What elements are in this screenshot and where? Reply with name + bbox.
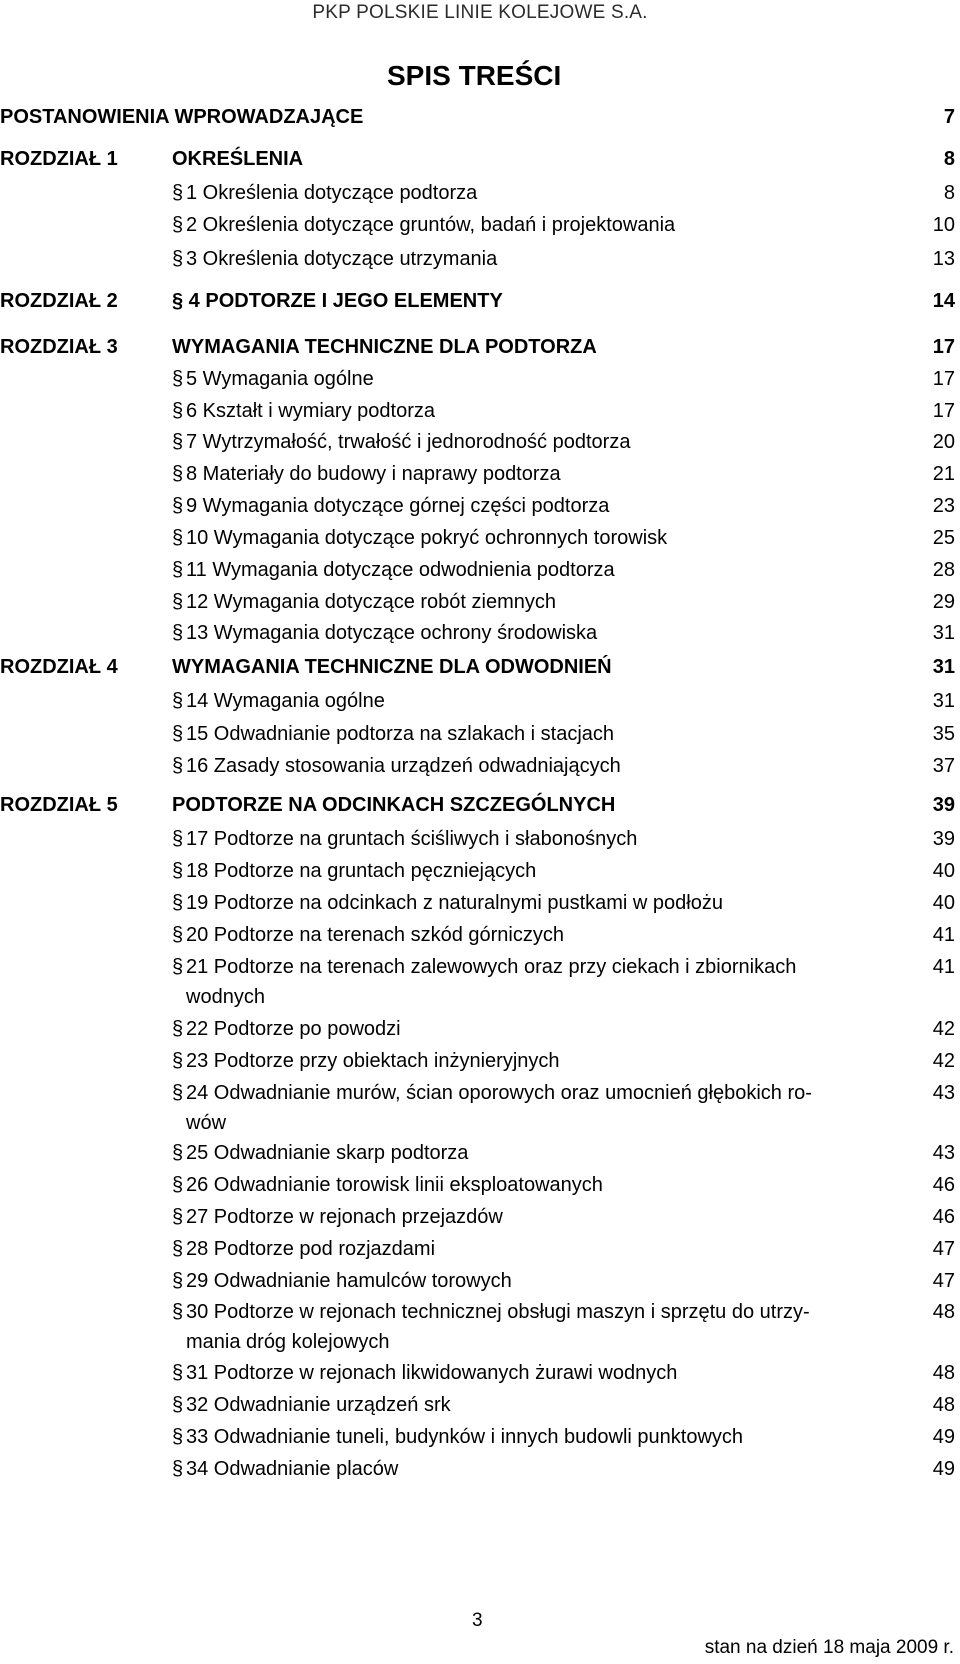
section-sign: § [172,1301,184,1323]
toc-chapter-row[interactable] [0,656,955,682]
toc-page-number: 37 [932,755,955,777]
toc-chapter-number: ROZDZIAŁ 5 [0,794,118,816]
section-sign: § [172,924,184,946]
section-sign: § [172,400,184,422]
toc-entry-title: 1 Określenia dotyczące podtorza [186,182,478,204]
toc-entry-row[interactable] [0,751,955,781]
toc-entry-title: 26 Odwadnianie torowisk linii eksploatowanych [186,1174,603,1196]
toc-page-number: 17 [932,368,955,390]
section-sign: § [172,755,184,777]
toc-page-number: 29 [932,591,955,613]
toc-entry-row[interactable] [0,1266,955,1296]
toc-entry-row[interactable] [0,178,955,208]
toc-page-number: 20 [932,431,955,453]
toc-entry-title: 31 Podtorze w rejonach likwidowanych żurawi wodnych [186,1362,678,1384]
toc-entry-row[interactable] [0,244,955,274]
toc-page-number: 23 [932,495,955,517]
section-sign: § [172,463,184,485]
toc-entry-row[interactable] [0,364,955,394]
toc-entry-row[interactable] [0,952,955,1012]
toc-page-number: 21 [932,463,955,485]
toc-entry-row[interactable] [0,618,955,648]
toc-entry-row[interactable] [0,1234,955,1264]
toc-page-number: 31 [932,622,955,644]
toc-chapter-number: ROZDZIAŁ 3 [0,336,118,358]
section-sign: § [172,956,184,978]
toc-entry-title: 33 Odwadnianie tuneli, budynków i innych budowli punktowych [186,1426,744,1448]
toc-entry-title: 25 Odwadnianie skarp podtorza [186,1142,469,1164]
section-sign: § [172,622,184,644]
section-sign: § [172,559,184,581]
section-sign: § [172,892,184,914]
toc-page-number: 48 [932,1301,955,1323]
toc-entry-title: 20 Podtorze na terenach szkód górniczych [186,924,564,946]
toc-entry-row[interactable] [0,1297,955,1357]
section-sign: § [172,431,184,453]
section-sign: § [172,1018,184,1040]
toc-entry-title: 21 Podtorze na terenach zalewowych oraz przy ciekach i zbiornikach wodnych [186,956,797,1008]
toc-entry-title: 13 Wymagania dotyczące ochrony środowiska [186,622,598,644]
toc-page-number: 40 [932,892,955,914]
toc-page-number: 42 [932,1018,955,1040]
toc-chapter-row[interactable] [0,148,955,174]
toc-entry-row[interactable] [0,1014,955,1044]
section-sign: § [172,1050,184,1072]
toc-page-number: 39 [932,794,955,816]
section-sign: § [172,368,184,390]
toc-page-number: 31 [932,656,955,678]
toc-page-number: 41 [932,956,955,978]
toc-entry-row[interactable] [0,888,955,918]
section-sign: § [172,1238,184,1260]
toc-chapter-title: WYMAGANIA TECHNICZNE DLA PODTORZA [172,336,597,358]
section-sign: § [172,690,184,712]
toc-page-number: 10 [932,214,955,236]
toc-page-number: 25 [932,527,955,549]
toc-entry-title: 16 Zasady stosowania urządzeń odwadniających [186,755,621,777]
section-sign: § [172,1082,184,1104]
toc-entry-row[interactable] [0,856,955,886]
toc-entry-row[interactable] [0,1202,955,1232]
page-title: SPIS TREŚCI [387,60,562,91]
section-sign: § [172,248,184,270]
toc-entry-title: 27 Podtorze w rejonach przejazdów [186,1206,503,1228]
toc-page-number: 43 [932,1142,955,1164]
toc-chapter-number: ROZDZIAŁ 4 [0,656,118,678]
toc-entry-title: 28 Podtorze pod rozjazdami [186,1238,436,1260]
toc-entry-row[interactable] [0,719,955,749]
toc-entry-title: 3 Określenia dotyczące utrzymania [186,248,498,270]
toc-chapter-title: § 4 PODTORZE I JEGO ELEMENTY [172,290,503,312]
toc-entry-title: 17 Podtorze na gruntach ściśliwych i słabonośnych [186,828,638,850]
toc-page-number: 39 [932,828,955,850]
toc-page-number: 48 [932,1362,955,1384]
toc-page-number: 42 [932,1050,955,1072]
toc-page-number: 13 [932,248,955,270]
section-sign: § [172,1362,184,1384]
toc-entry-title: 9 Wymagania dotyczące górnej części podtorza [186,495,610,517]
toc-entry-title: 10 Wymagania dotyczące pokryć ochronnych torowisk [186,527,668,549]
toc-entry-title: 2 Określenia dotyczące gruntów, badań i projektowania [186,214,676,236]
toc-entry-title: 23 Podtorze przy obiektach inżynieryjnych [186,1050,560,1072]
toc-entry-row[interactable] [0,1046,955,1076]
toc-page-number: 49 [932,1458,955,1480]
toc-page-number: 17 [932,400,955,422]
toc-chapter-row[interactable] [0,794,955,820]
section-sign: § [172,1142,184,1164]
toc-page-number: 8 [943,182,955,204]
toc-page-number: 17 [932,336,955,358]
section-sign: § [172,860,184,882]
section-sign: § [172,1174,184,1196]
section-sign: § [172,495,184,517]
toc-entry-title: 6 Kształt i wymiary podtorza [186,400,435,422]
toc-entry-title: 22 Podtorze po powodzi [186,1018,401,1040]
toc-chapter-title: WYMAGANIA TECHNICZNE DLA ODWODNIEŃ [172,656,612,678]
toc-page-number: 7 [943,106,955,128]
revision-date: stan na dzień 18 maja 2009 r. [704,1637,954,1658]
toc-entry-row[interactable] [0,1390,955,1420]
toc-entry-row[interactable] [0,824,955,854]
section-sign: § [172,1394,184,1416]
toc-entry-row[interactable] [0,1078,955,1138]
toc-page-number: 40 [932,860,955,882]
section-sign: § [172,182,184,204]
toc-entry-row[interactable] [0,1422,955,1452]
toc-entry-row[interactable] [0,1454,955,1484]
toc-entry-row[interactable] [0,427,955,457]
toc-page-number: 49 [932,1426,955,1448]
toc-entry-title: 24 Odwadnianie murów, ścian oporowych oraz umocnień głębokich ro-wów [186,1082,812,1134]
toc-chapter-number: ROZDZIAŁ 1 [0,148,118,170]
toc-entry-title: 15 Odwadnianie podtorza na szlakach i stacjach [186,723,615,745]
toc-entry-title: 12 Wymagania dotyczące robót ziemnych [186,591,556,613]
page-number: 3 [472,1610,483,1631]
toc-page-number: 14 [932,290,955,312]
toc-entry-title: 19 Podtorze na odcinkach z naturalnymi pustkami w podłożu [186,892,723,914]
section-sign: § [172,591,184,613]
toc-entry-row[interactable] [0,686,955,716]
toc-page-number: 46 [932,1174,955,1196]
section-sign: § [172,1270,184,1292]
section-sign: § [172,723,184,745]
toc-entry-row[interactable] [0,920,955,950]
toc-chapter-number: ROZDZIAŁ 2 [0,290,118,312]
toc-entry-title: 32 Odwadnianie urządzeń srk [186,1394,451,1416]
section-sign: § [172,828,184,850]
toc-entry-row[interactable] [0,1358,955,1388]
toc-intro-row[interactable] [0,106,955,132]
toc-entry-row[interactable] [0,555,955,585]
toc-page-number: 47 [932,1270,955,1292]
toc-page-number: 41 [932,924,955,946]
section-sign: § [172,527,184,549]
toc-page-number: 43 [932,1082,955,1104]
toc-page-number: 28 [932,559,955,581]
toc-page-number: 48 [932,1394,955,1416]
toc-page-number: 35 [932,723,955,745]
toc-chapter-row[interactable] [0,336,955,362]
toc-entry-title: 30 Podtorze w rejonach technicznej obsługi maszyn i sprzętu do utrzy-mania dróg kolejowych [186,1301,810,1353]
toc-entry-row[interactable] [0,1170,955,1200]
toc-entry-row[interactable] [0,396,955,426]
toc-entry-row[interactable] [0,523,955,553]
toc-page-number: 46 [932,1206,955,1228]
toc-chapter-row[interactable] [0,290,955,316]
section-sign: § [172,1458,184,1480]
toc-entry-row[interactable] [0,491,955,521]
toc-entry-title: 8 Materiały do budowy i naprawy podtorza [186,463,561,485]
toc-intro-label: POSTANOWIENIA WPROWADZAJĄCE [0,106,364,128]
toc-page-number: 31 [932,690,955,712]
toc-page-number: 47 [932,1238,955,1260]
section-sign: § [172,1426,184,1448]
toc-entry-title: 14 Wymagania ogólne [186,690,385,712]
toc-entry-row[interactable] [0,1138,955,1168]
toc-entry-title: 5 Wymagania ogólne [186,368,374,390]
toc-entry-title: 11 Wymagania dotyczące odwodnienia podtorza [186,559,615,581]
toc-entry-title: 29 Odwadnianie hamulców torowych [186,1270,512,1292]
toc-entry-title: 34 Odwadnianie placów [186,1458,399,1480]
toc-entry-row[interactable] [0,459,955,489]
toc-entry-title: 7 Wytrzymałość, trwałość i jednorodność podtorza [186,431,631,453]
section-sign: § [172,214,184,236]
toc-entry-row[interactable] [0,210,955,240]
document-header: PKP POLSKIE LINIE KOLEJOWE S.A. [312,2,648,23]
toc-page-number: 8 [943,148,955,170]
toc-chapter-title: OKREŚLENIA [172,148,304,170]
toc-entry-row[interactable] [0,587,955,617]
section-sign: § [172,1206,184,1228]
toc-chapter-title: PODTORZE NA ODCINKACH SZCZEGÓLNYCH [172,794,616,816]
toc-entry-title: 18 Podtorze na gruntach pęczniejących [186,860,537,882]
